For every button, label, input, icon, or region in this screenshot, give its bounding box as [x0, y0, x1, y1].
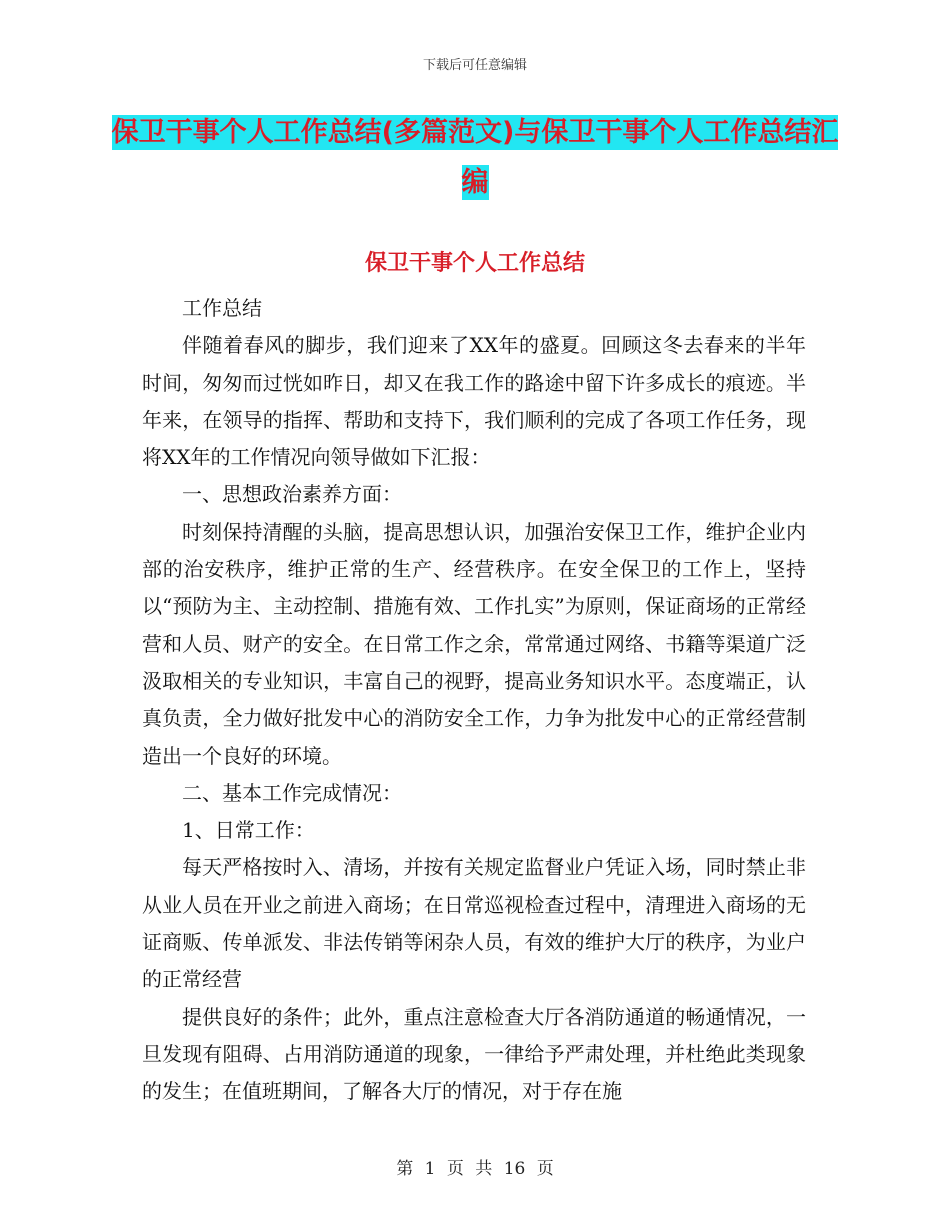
document-title [100, 108, 850, 208]
page-footer: 第 1 页 共 16 页 [396, 1159, 554, 1179]
paragraph: 工作总结 [182, 296, 262, 320]
paragraph: 每天严格按时入、清场，并按有关规定监督业户凭证入场，同时禁止非从业人员在开业之前进入商场；在日常巡视检查过程中，清理进入商场的无证商贩、传单派发、非法传销等闲杂人员，有效的维护大厅的秩序，为业户的正常经营 [142, 855, 806, 992]
title-text: 保卫干事个人工作总结(多篇范文)与保卫干事个人工作总结汇编 [111, 117, 839, 198]
paragraph: 提供良好的条件；此外，重点注意检查大厅各消防通道的畅通情况，一旦发现有阻碍、占用消防通道的现象，一律给予严肃处理，并杜绝此类现象的发生；在值班期间，了解各大厅的情况，对于存在施 [142, 1004, 806, 1104]
paragraph: 伴随着春风的脚步，我们迎来了XX年的盛夏。回顾这冬去春来的半年时间，匆匆而过恍如昨日，却又在我工作的路途中留下许多成长的痕迹。半年来，在领导的指挥、帮助和支持下，我们顺利的完成了各项工作任务，现将XX年的工作情况向领导做如下汇报： [142, 333, 806, 470]
paragraph: 二、基本工作完成情况： [182, 780, 402, 805]
header-note: 下载后可任意编辑 [422, 58, 527, 73]
paragraph: 时刻保持清醒的头脑，提高思想认识，加强治安保卫工作，维护企业内部的治安秩序，维护正常的生产、经营秩序。在安全保卫的工作上，坚持以“预防为主、主动控制、措施有效、工作扎实”为原则，保证商场的正常经营和人员、财产的安全。在日常工作之余，常常通过网络、书籍等渠道广泛汲取相关的专业知识，丰富自己的视野，提高业务知识水平。态度端正，认真负责，全力做好批发中心的消防安全工作，力争为批发中心的正常经营制造出一个良好的环境。 [142, 519, 806, 768]
paragraph: 一、思想政治素养方面： [182, 482, 402, 507]
paragraph: 1、日常工作： [182, 818, 315, 843]
section-title: 保卫干事个人工作总结 [364, 251, 585, 276]
body-text [142, 290, 806, 1111]
